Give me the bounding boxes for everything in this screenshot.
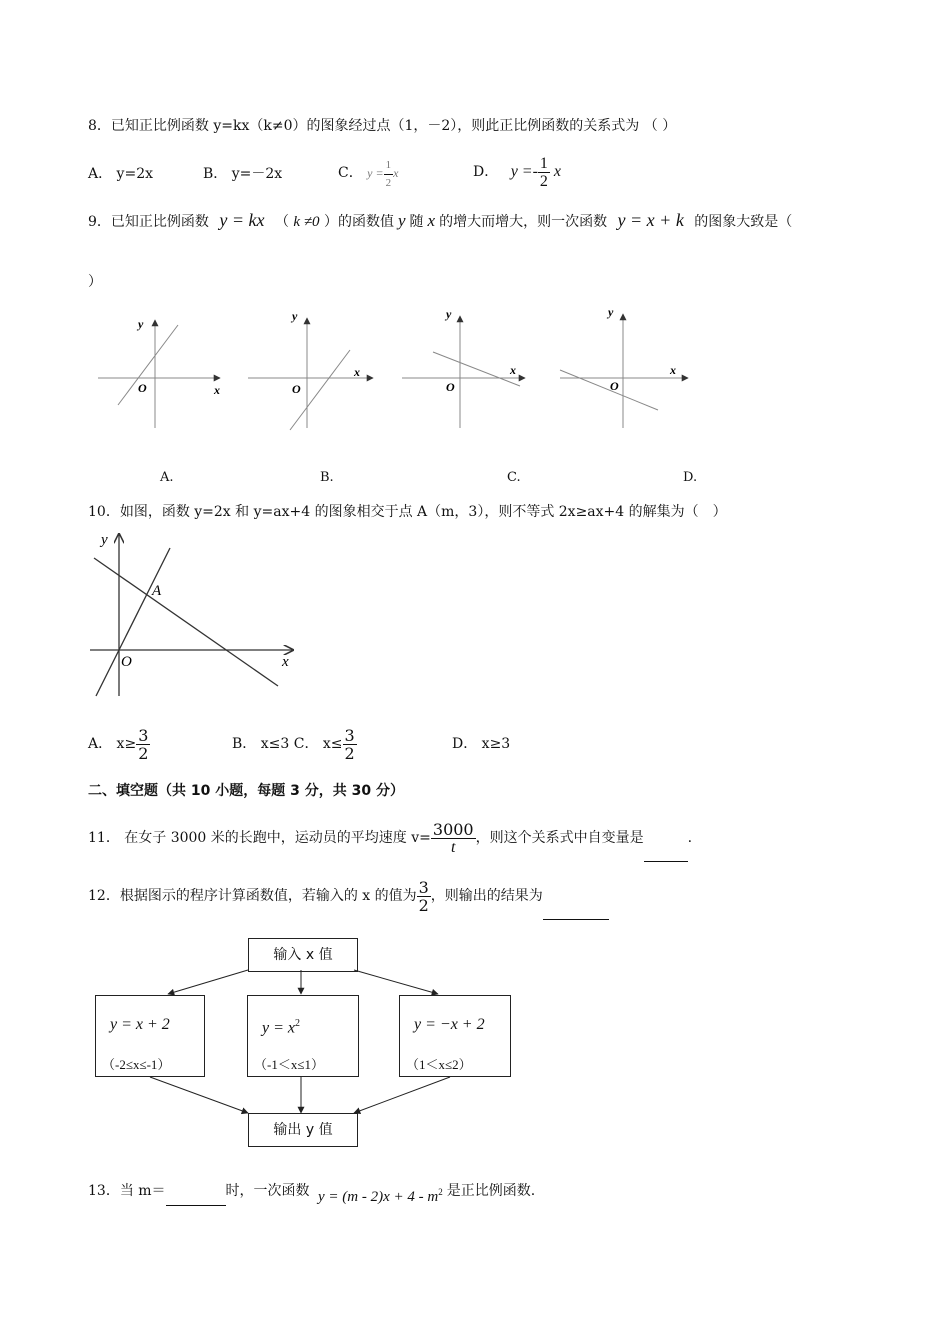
q8-option-c: C． y = $\frac{1}{2}$ x (338, 158, 399, 189)
q13-stem: 13．当 m＝ 时，一次函数 $y = (m - 2)x + 4 - m^2$ 是正比例函数. (88, 1172, 535, 1206)
q12-output-box: 输出 y 值 (248, 1113, 358, 1147)
graph-a-label: A. (160, 470, 174, 485)
q12-box-2: $y = x^2$ （-1＜x≤1） (247, 995, 359, 1077)
q12-input-box: 输入 x 值 (248, 938, 358, 972)
graph-a-y-label: y (138, 317, 144, 331)
q10-y-label: y (101, 532, 108, 548)
q12-box-3: y = −x + 2 （1＜x≤2） (399, 995, 511, 1077)
graph-d-x-label: x (670, 363, 676, 377)
graph-a-x-label: x (214, 383, 220, 397)
q10-origin: O (121, 654, 132, 670)
q8-option-b: B． y=－2x (203, 166, 283, 182)
q11-stem: 11． 在女子 3000 米的长跑中，运动员的平均速度 v= $\frac{3000}{t}$ ，则这个关系式中自变量是 . (88, 815, 692, 862)
graph-a (98, 317, 220, 428)
graph-c-origin: O (446, 380, 455, 394)
section-2-title: 二、填空题（共 10 小题，每题 3 分，共 30 分） (88, 783, 404, 799)
graph-b-origin: O (292, 382, 301, 396)
graph-d-label: D. (683, 470, 698, 485)
q8-option-a: A． y=2x (88, 166, 154, 182)
q10-x-label: x (282, 654, 289, 670)
graph-b (248, 309, 373, 430)
q8-option-d: D． y =- $\frac{1}{2}$ x (473, 154, 562, 190)
q12-box-1: y = x + 2 （-2≤x≤-1） (95, 995, 205, 1077)
graph-d-y-label: y (608, 305, 614, 319)
q12-stem: 12．根据图示的程序计算函数值，若输入的 x 的值为 $\frac{3}{2}$ ，则输出的结果为 (88, 873, 609, 920)
graph-d (560, 305, 688, 428)
graph-c-x-label: x (510, 363, 516, 377)
q9-graphs (90, 300, 710, 440)
q8-stem: 8．已知正比例函数 y=kx（k≠0）的图象经过点（1，－2），则此正比例函数的关系式为 （ ） (88, 118, 677, 134)
graph-b-label: B. (320, 470, 334, 485)
q10-point-a: A (152, 583, 162, 599)
q10-option-bc: B． x≤3 C． x≤ $\frac{3}{2}$ (232, 725, 355, 763)
q10-option-d: D． x≥3 (452, 736, 511, 752)
graph-d-origin: O (610, 379, 619, 393)
graph-c-label: C. (507, 470, 521, 485)
graph-a-origin: O (138, 381, 147, 395)
q10-stem: 10．如图，函数 y=2x 和 y=ax+4 的图象相交于点 A（m，3），则不等式 2x≥ax+4 的解集为（ ） (88, 504, 727, 520)
graph-c (402, 307, 525, 428)
q10-option-a: A． x≥ $\frac{3}{2}$ (88, 725, 149, 763)
q9-stem: 9．已知正比例函数 y = kx （ k ≠0 ）的函数值 y 随 x 的增大而增大，则一次函数 y = x + k 的图象大致是（ (88, 210, 793, 230)
q10-figure (88, 528, 308, 703)
graph-c-y-label: y (446, 307, 452, 321)
graph-b-y-label: y (292, 309, 298, 323)
q9-close-paren: ） (88, 274, 102, 290)
graph-b-x-label: x (354, 365, 360, 379)
